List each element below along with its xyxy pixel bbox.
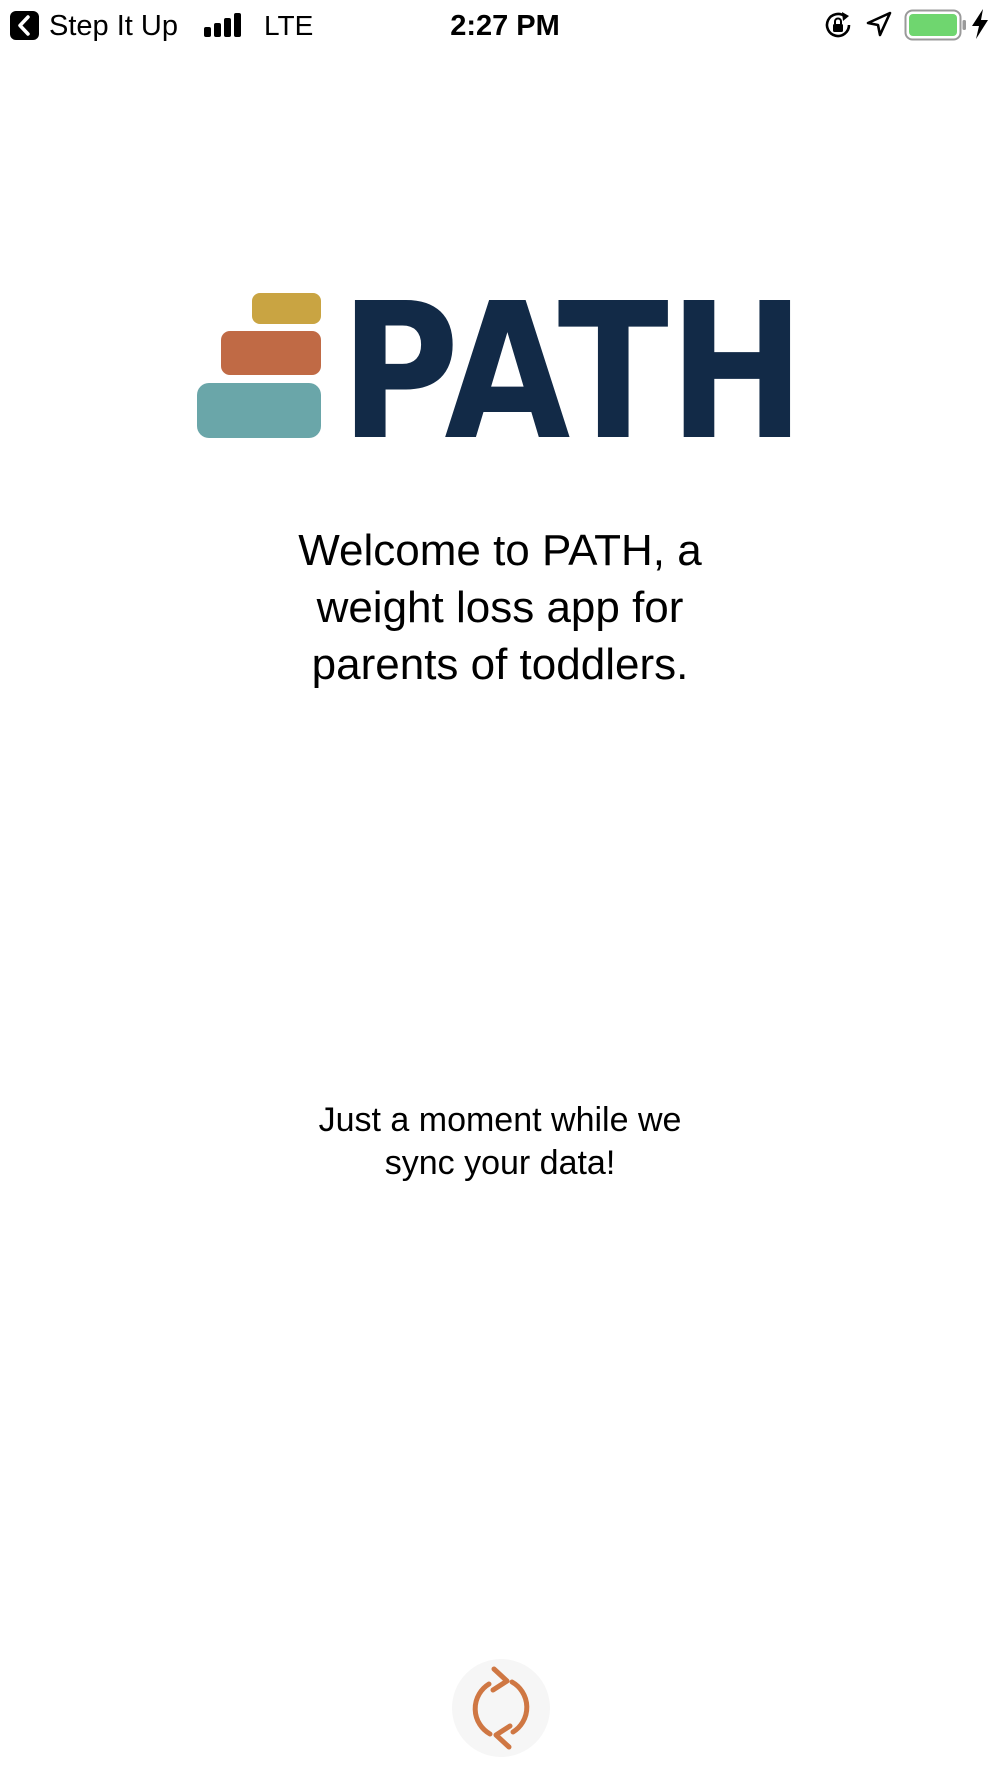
welcome-message bbox=[200, 522, 800, 693]
back-to-app-button[interactable] bbox=[10, 11, 39, 40]
status-time: 2:27 PM bbox=[450, 10, 560, 42]
welcome-line-2: weight loss app for bbox=[316, 583, 684, 632]
orientation-lock-icon bbox=[823, 10, 853, 40]
chevron-left-icon bbox=[10, 11, 39, 40]
welcome-line-1: Welcome to PATH, a bbox=[298, 526, 702, 575]
sync-icon bbox=[452, 1659, 550, 1757]
sync-line-1: Just a moment while we bbox=[318, 1101, 682, 1139]
battery-level bbox=[909, 14, 957, 36]
location-arrow-icon bbox=[866, 11, 892, 37]
cellular-signal-icon bbox=[204, 13, 244, 37]
welcome-line-3: parents of toddlers. bbox=[311, 640, 689, 689]
path-wordmark-text: PATH bbox=[340, 263, 805, 482]
path-logo bbox=[195, 263, 810, 482]
sync-message bbox=[250, 1099, 750, 1185]
charging-bolt-icon bbox=[970, 8, 990, 40]
path-wordmark bbox=[195, 263, 810, 482]
battery-icon bbox=[904, 9, 968, 41]
sync-button[interactable] bbox=[452, 1659, 550, 1757]
status-bar bbox=[0, 0, 1000, 50]
back-app-label[interactable]: Step It Up bbox=[49, 10, 178, 42]
sync-line-2: sync your data! bbox=[384, 1144, 616, 1182]
network-type: LTE bbox=[264, 10, 314, 41]
